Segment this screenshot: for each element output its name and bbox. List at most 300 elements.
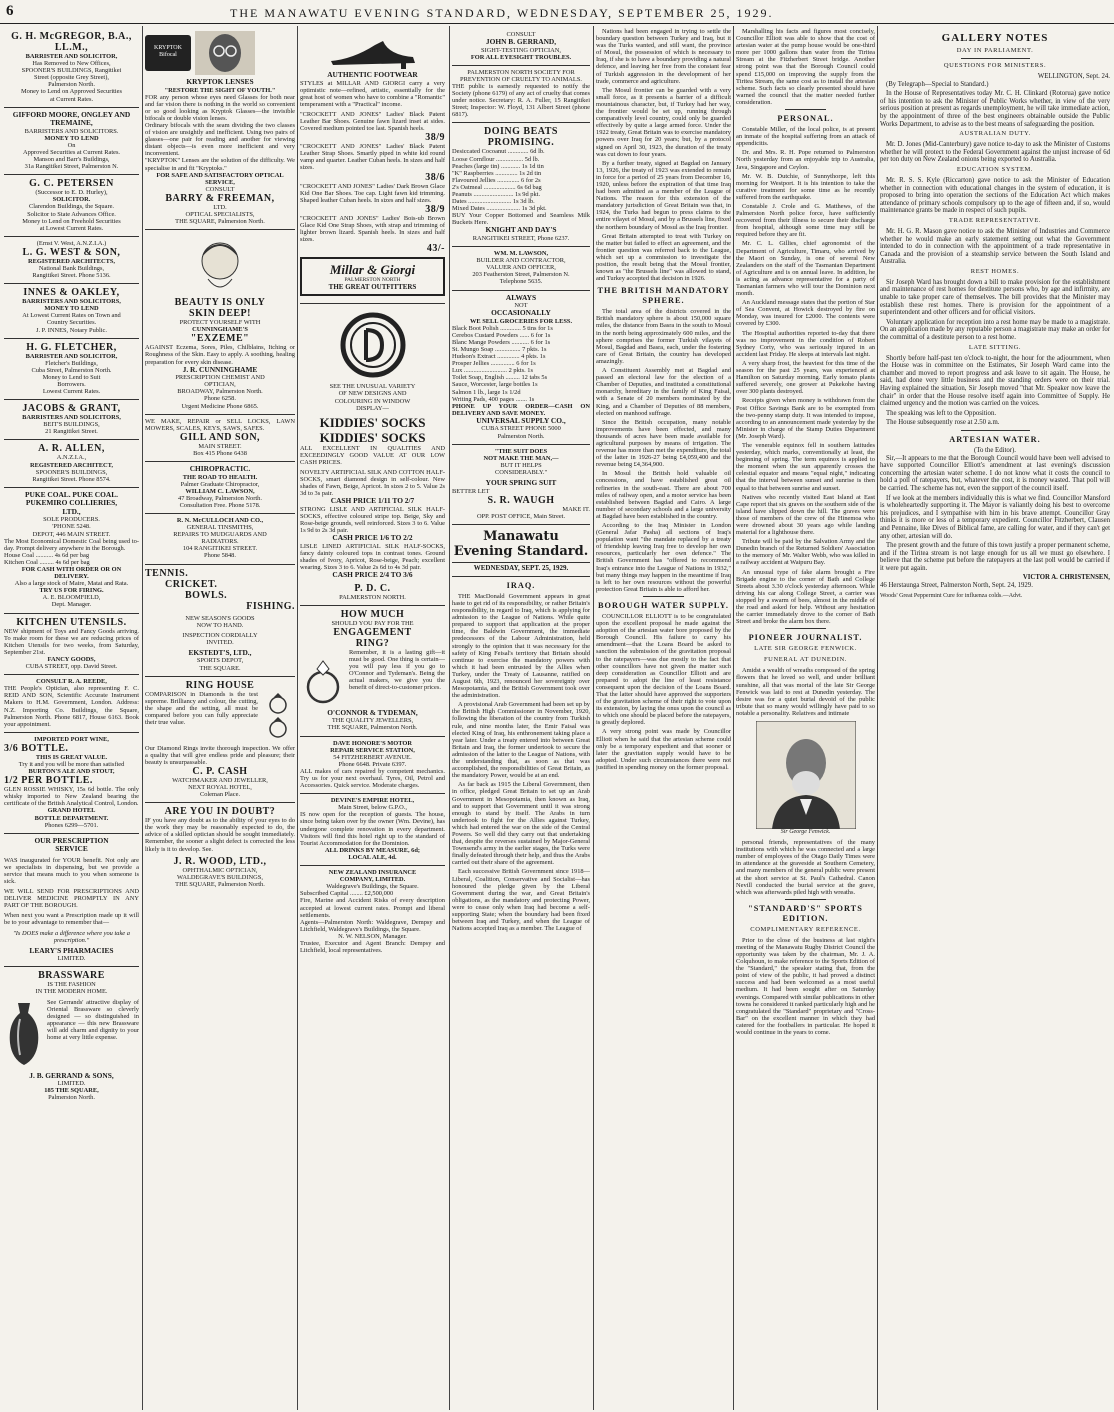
ad-line: Subscribed Capital ........ £2,500,000 [300, 890, 394, 898]
ad-line: Approved Securities at Current Rates. [22, 148, 121, 156]
brand-name: Millar & Giorgi [329, 262, 416, 278]
article-paragraph: In the House of Representatives today Mr. C. H. Clinkard (Rotorua) gave notice of his intention to ask the Minister of Public Works whether, in view of the very serious position at present as regards unemployment, he will take immediate action, by the appointment of three of the best engineers obtainable outside the Public Works Department, to advise as to the best means of safeguarding the position. [880, 90, 1110, 128]
ad-heading: J. R. WOOD, LTD., [173, 855, 267, 867]
ad-line: THE SQUARE, Palmerston North. [175, 880, 265, 888]
ad-line: OPTICAL SPECIALISTS, [185, 211, 255, 218]
ad-line: Country Securities. [46, 319, 97, 327]
price-row: Prosper Jellies ............... 6 for 1s [452, 360, 536, 368]
nameplate-title: Manawatu [483, 528, 559, 544]
ad-heading: TREMAINE, [50, 118, 93, 128]
ad-lawson-builder [452, 247, 590, 290]
ad-exzeme [145, 230, 295, 414]
ad-heading: UNIVERSAL SUPPLY CO., [476, 415, 566, 425]
ad-heading: KRYPTOK LENSES [186, 77, 254, 86]
brand-line: THE GREAT OUTFITTERS [328, 283, 417, 292]
ad-line: REGISTERED ARCHITECTS, [27, 257, 115, 265]
letter-salutation: (To the Editor). [974, 446, 1016, 454]
ad-price: 1/2 PER BOTTLE. [4, 775, 93, 787]
ad-knight-day [452, 123, 590, 247]
ad-body: The Most Economical Domestic Coal being used to-day. Prompt delivery anywhere in the Borough. [4, 537, 139, 552]
ad-line: OPP. POST OFFICE, Main Street. [476, 512, 566, 520]
ad-line: Also a large stock of Maire, Matai and Rata. [14, 580, 129, 588]
nameplate-date: WEDNESDAY, SEPT. 25, 1929. [452, 562, 590, 572]
price-row: St. Mungo Soap ................ 7 pkts. 1s [452, 346, 547, 353]
ad-kryptok [145, 28, 295, 230]
ad-body: STYLES at MILLAR AND GIORGI carry a very optimistic note—refined, artistic, essentially for the great host of women who have to combine a "Romantic" temperament with a "Practical" income. [300, 79, 445, 108]
article-headline: BOROUGH WATER SUPPLY. [598, 600, 729, 610]
article-headline: ARTESIAN WATER. [949, 434, 1041, 444]
ad-body: AGAINST Eczema, Sores, Piles, Chilblains, Itching or Roughness of the Skin. Easy to apply. A soothing, healing preparation for every skin disease. [145, 344, 295, 366]
advertisement-line: Woods' Great Peppermint Cure for influenza colds.—Advt. [880, 592, 1023, 599]
article-paragraph: Sir Joseph Ward has brought down a bill to make provision for the establishment and maintenance of rest homes for destitute persons who, by age and infirmity, are unable to take proper care of themselves. The bill provides that the Minister may establish these rest homes. There is provision for the appointment of a superintendent and other officers and for official visitors. [880, 278, 1110, 317]
ad-petersen [4, 175, 139, 237]
article-subheading: EDUCATION SYSTEM. [956, 165, 1034, 173]
ad-line: COLOURING IN WINDOW [334, 397, 411, 405]
article-fenwick [736, 633, 875, 896]
ad-body: "KRYPTOK" Lenses are the solution of the difficulty. We specialise in and fit "Kryptoks." [145, 157, 295, 172]
price-row: Peaches (large tin) ............ 1s 1d tin [452, 162, 544, 170]
ad-line: REGISTERED ARCHITECT, [30, 461, 113, 469]
column-7 [880, 28, 1110, 1408]
ad-line: N. W. NELSON, Manager. [338, 932, 407, 940]
divider [785, 628, 827, 629]
article-personal [736, 114, 875, 625]
ad-line: LOCAL ALE, 4d. [348, 853, 397, 861]
ad-body: WAS inaugurated for YOUR benefit. Not only are we specialists in dispensing, but we provide a service that means much to you when someone is sick. [4, 856, 139, 885]
price-row: Flavoured Jellies .............. 6 for 2s [452, 176, 541, 184]
ad-line: BURTON'S ALE AND STOUT, [28, 768, 115, 776]
ad-heading: JOHN B. GERRAND, [485, 37, 557, 47]
ad-line: Lowest Current Rates. [42, 388, 101, 396]
ad-line: 31a Rangitikei Street, Palmerston N. [24, 163, 119, 171]
article-subheading: THE BRITISH MANDATORY SPHERE. [597, 286, 730, 306]
article-paragraph: (By Telegraph—Special to Standard.) [886, 80, 989, 88]
article-paragraph: Receipts given when money is withdrawn from the Post Office Savings Bank are to be exempted from the two-penny stamp duty. It was intended to impose, according to an announcement made yesterday by the Minister in charge of the Stamp Duties Department (Mr. Joseph Ward). [736, 397, 875, 440]
article-headline: PERSONAL. [777, 114, 834, 124]
ad-line: 203 Featherston Street, Palmerston N. [472, 271, 570, 279]
ad-line: THE SQUARE. [199, 664, 241, 672]
ad-ring-house [145, 677, 295, 804]
ad-line: FANCY GOODS, [47, 655, 96, 663]
ad-fletcher [4, 339, 139, 401]
ad-gill-son [145, 415, 295, 462]
engagement-ring-icon [300, 649, 346, 709]
ad-line: OF NEW DESIGNS AND [338, 390, 407, 398]
ad-line: WALDEGRAVE'S BUILDINGS, [177, 873, 263, 881]
ad-gerrand-optician [452, 28, 590, 66]
ad-mcgregor [4, 28, 139, 108]
ad-line: NOT [514, 302, 528, 310]
ad-line: THE SQUARE, Palmerston North. [327, 724, 418, 732]
ad-line: Waldegrave's Buildings, the Square. [326, 883, 419, 891]
ad-body: NEW shipment of Toys and Fancy Goods arriving. To make room for these we are reducing prices of Kitchen Utensils for two weeks, from Saturday, September 21st. [4, 627, 139, 656]
column-2 [145, 28, 295, 1408]
ad-line: Main Street, below G.P.O., [338, 804, 407, 812]
ad-line: Manson and Barr's Buildings, [33, 156, 110, 164]
ad-heading: BEAUTY IS ONLY [174, 297, 266, 309]
article-subheading: AUSTRALIAN DUTY. [959, 130, 1031, 138]
ad-heading: DEVINE'S EMPIRE HOTEL, [330, 797, 415, 805]
ad-heading: "EXZEME" [190, 333, 250, 345]
divider [785, 109, 827, 110]
ad-line: PRESCRIPTION CHEMIST AND [175, 374, 265, 382]
ad-line: At Lowest Current Rates on Town and [22, 312, 121, 320]
divider [961, 430, 1030, 431]
ad-body: Agents—Palmerston North: Waldegrave, Dempsy and Litchfield, Waldegrave's Buildings, the Square. [300, 918, 445, 933]
ad-line: Phone 6258. [204, 395, 236, 403]
ad-heading: INNES & OAKLEY, [23, 287, 120, 299]
ad-line: Dept. Manager. [51, 601, 92, 609]
price-row: Black Boot Polish ............. 5 tins for 1s [452, 324, 553, 332]
article-paragraph: Sir,—It appears to me that the Borough Council would have been well advised to have supported Councillor Elliott's amendment at last evening's discussion concerning the artesian water scheme. I do not know what it costs the council to hold a poll of ratepayers, but, whatever the cost, it is money wasted. That poll will be carried. The scheme has not, even the support of the council itself. [880, 454, 1110, 492]
column-6 [736, 28, 875, 1408]
ad-line: INSPECTION CORDIALLY [182, 631, 258, 639]
ad-line: SEE THE UNUSUAL VARIETY [329, 383, 416, 391]
article-paragraph: Tribute will be paid by the Salvation Army and the Dunedin branch of the Returned Soldiers' Association to the memory of Mr. Walter Webb, who was killed in a railway accident at Waipuru Bay. [736, 538, 875, 567]
ad-line: Palmer Graduate Chiropractor, [180, 480, 260, 488]
article-subheading: REST HOMES. [970, 267, 1020, 275]
article-paragraph: Amidst a wealth of wreaths composed of the spring flowers that he loved so well, and under brilliant sunshine, all that was mortal of the late Sir George Fenwick was laid to rest at Dunedin yesterday. The desire was for a quiet burial devoid of the public tribute that so many would willingly have paid to so notable a personality. Relatives and intimate [736, 667, 875, 717]
millar-giorgi-logo [300, 257, 445, 296]
ad-line: NEXT ROYAL HOTEL, [188, 783, 252, 791]
ad-heading: J. R. CUNNINGHAME [182, 364, 258, 374]
ad-line: OPTICIAN, [204, 381, 236, 389]
ad-heading: PUKEMIRO COLLIERIES, [25, 498, 118, 508]
ad-line: MONEY TO LEND [44, 134, 99, 142]
shoe-icon [323, 31, 423, 71]
ad-body: IF you have any doubt as to the ability of your eyes to do the work they may be reasonably expected to do, the advice of a skilled optician should be sought immediately. Remember, the sooner a slight defect is corrected the less likely is it to develop. See. [145, 817, 295, 853]
price-label: 38/9 [425, 132, 445, 144]
ad-heading: KIDDIES' SOCKS [319, 414, 426, 430]
ad-line: CUNNINGHAME'S [192, 326, 248, 334]
ad-heading: ENGAGEMENT [333, 626, 412, 638]
price-row: Dates ........................... 1s 3d lb. [452, 198, 535, 206]
divider [643, 596, 684, 597]
article-borough-water [596, 601, 731, 771]
ad-heading: ALWAYS [505, 292, 537, 302]
ad-line: MONEY TO LEND [44, 305, 99, 313]
ad-line: Borrowers. [57, 381, 86, 388]
price-row: 2's Oatmeal .................... 6s 6d bag [452, 183, 542, 191]
ad-heading: BOWLS. [185, 589, 228, 601]
divider [785, 899, 827, 900]
ad-line: Cuba Street, Palmerston North. [31, 366, 112, 374]
ad-line: FOR SAFE AND SATISFACTORY OPTICAL SERVICE, [156, 171, 284, 186]
ad-line: TRY US FOR FIRING. [39, 587, 104, 595]
article-headline: "STANDARD'S" SPORTS EDITION. [748, 903, 863, 923]
ad-body: "CROCKETT AND JONES" Ladies' Bois-ub Brown Glace Kid One Strap Shoes, with strap and trimming of lighter brown lizard. Spanish heels. In sizes and half sizes. [300, 214, 445, 244]
ad-heading: FISHING. [246, 600, 295, 612]
ad-line: BARRISTERS AND SOLICITORS, [22, 298, 121, 306]
ad-heading: "THE SUIT DOES [494, 447, 548, 455]
ad-line: VALUER AND OFFICER, [486, 264, 556, 272]
article-subheading: LATE SIR GEORGE FENWICK. [754, 645, 857, 653]
ad-line: "RESTORE THE SIGHT OF YOUTH." [164, 86, 276, 94]
article-headline: GALLERY NOTES [941, 32, 1049, 44]
ad-line: NOW TO HAND. [196, 621, 244, 629]
column-5 [596, 28, 731, 1408]
article-paragraph: Nations had been engaged in trying to settle the boundary question between Turkey and Iraq, but it was the Turks wanted, and still want, the province of Mosul, the possession of which is necessary to Iraq, if she is to have a boundary providing a natural defence, and leaving her free from the constant fear of Turkish aggression in the development of her trade, commerce and agriculture. [596, 28, 731, 85]
column-rule [449, 26, 450, 1410]
ad-heading: TENNIS. [145, 567, 189, 579]
ad-line: Palmerston North. [48, 81, 95, 89]
price-row: Mixed Dates ..................... 1s 3d pkt. [452, 205, 547, 213]
article-paragraph: Each successive British Government since 1918—Liberal, Coalition, Conservative and Socialist—has honoured the pledge given by the Liberal Government during the war, and Great Britain's obligations, as the mandatory and protecting Power, were to cease only when Iraq had become a self-supporting State; when the boundary had been fixed between Iraq and Turkey, and when the League of Nations accepted Iraq as a member. The League of [452, 868, 590, 933]
ad-line: Telephone 5635. [499, 278, 543, 286]
article-paragraph: personal friends, representatives of the many institutions with which he was connected and a large number of employees of the Otago Daily Times were in attendance at the graveside at Southern Cemetery, and many members of the general public were present at the short service at St. Paul's Cathedral. Canon Nevill conducted the burial service at the grave, which was afterwards piled high with wreaths. [736, 839, 875, 896]
article-paragraph: A Constituent Assembly met at Bagdad and passed an electoral law for the election of a Chamber of Deputies, and instituted a constitutional monarchy, hereditary in the family of King Faisal, with a Senate of 20 members nominated by the King, and a Chamber of Deputies of 88 members, elected on manhood suffrage. [596, 367, 731, 417]
ad-line: Phone 6648. Private 6397. [338, 760, 407, 768]
ad-line: BUT IT HELPS [500, 461, 542, 469]
ad-heading: REPAIR SERVICE STATION, [330, 746, 415, 754]
ad-line: at Current Rates. [49, 95, 94, 103]
ad-line: Palmerston North. [497, 432, 545, 440]
ad-line: A.N.Z.I.A., [56, 454, 87, 462]
ad-heading: NOT MAKE THE MAN,— [483, 454, 559, 462]
ad-heading: HOW MUCH [340, 608, 405, 620]
price-row: Loose Cornflour ................. 5d lb. [452, 155, 540, 163]
article-paragraph: THE MacDonald Government appears in great haste to get rid of its responsibility, or rather Britain's responsibility, in regard to Iraq, which is applying for admission to the League of Nations. While quite prepared to support that application at the proper time, the Baldwin Government, the immediate predecessors of the Labour Administration, held strongly to the opinion that it was necessary for the safety of King Feisal's territory that Britain should continue to exercise the mandatory powers with which it had been entrusted by the Allies when Turkey, under the Treaty of Lausanne, ratified on August 6th, 1923, renounced her sovereignty over Mesopotamia, and the British Government took over the administration. [452, 592, 590, 700]
dateline: WELLINGTON, Sept. 24. [1037, 73, 1110, 80]
ad-heading: P. D. C. [354, 582, 391, 594]
ad-heading: OCCASIONALLY [491, 308, 551, 318]
ad-price-line: House Coal ........... 4s 6d per bag [4, 551, 90, 559]
article-paragraph: The total area of the districts covered in the British mandatory sphere is about 150,000 square miles, the distance from Basra in the south to Mosul in the north being approximately 600 miles, and the sphere comprises the former Turkish vilayets of Mosul, Bagdad and Basra, each, under the fostering care of Great Britain, the country has developed amazingly. [596, 308, 731, 365]
ad-line: Fletcher's Buildings, [45, 359, 98, 367]
ad-line: RADIATORS. [201, 538, 239, 546]
brand-line: PALMERSTON NORTH [344, 277, 401, 284]
article-paragraph: Mr. D. Jones (Mid-Canterbury) gave notice to-day to ask the Minister of Customs whether he will protect to the Federal Government against the unjust increase of 6d per ton duty on New Zealand onions being exported to Australia. [880, 141, 1110, 164]
article-subheading: COMPLIMENTARY REFERENCE. [750, 925, 861, 933]
ad-body: ALL makes of cars repaired by competent mechanics. Try us for your next overhaul. Tyres, Oil, Petrol and Accessories. Quick service. Moderate charges. [300, 767, 445, 790]
ad-heading: CHIROPRACTIC. [189, 464, 251, 473]
article-paragraph: The Hospital authorities reported to-day that there was no improvement in the condition of Robert Sydney Corty, who was seriously injured in an accident last Friday. He sleeps at intervals last night. [736, 329, 875, 358]
article-paragraph: The Mosul frontier can be guarded with a very small force, as it presents a barrier of a difficult mountainous character, but, if Turkey had her way, the frontier would be set up, running through comparatively level country, could only be guarded effectively by quite a large armed force. Under the 1922 treaty, Great Britain was to exercise mandatory powers over Iraq for 20 years; but, by a protocol signed on April 30, 1923, the duration of the treaty was cut down to four years. [596, 86, 731, 158]
ad-line: Coleman Place. [199, 791, 241, 799]
ad-line: 47 Broadway, Palmerston North. [178, 494, 262, 502]
ad-line: National Bank Buildings, [38, 264, 105, 272]
ad-body: WE WILL SEND FOR PRESCRIPTIONS AND DELIVER MEDICINE PROMPTLY IN ANY PART OF THE BOROUGH. [4, 888, 139, 910]
article-paragraph: Since the British occupation, many notable improvements have been effected, and many thousands of acres have been made available for agricultural purposes by means of irrigation. The revenue has more than met the expenditure, the total of the latter in 1926-27 being £4,059,400 and the revenue being £4,364,900. [596, 418, 731, 469]
ad-line: Box 415 Phone 6438 [193, 449, 247, 457]
ad-line: Palmerston North. [48, 1094, 95, 1102]
article-paragraph: Shortly before half-past ten o'clock to-night, the hour for the adjournment, when the House was in committee on the Estimates, Sir Joseph Ward came into the chamber and moved to report progress and ask leave to sit again. The House, he said, had done very little business and the standing orders were on their trial. Having explained the situation, Sir Joseph moved "that Mr. Speaker now leave the chair" in order that the House resolve itself again into Committee of Supply. He claimed urgency and the motion was carried on the voices. [880, 354, 1110, 408]
ad-line: GENERAL TINSMITHS, [186, 524, 254, 532]
ad-body: When next you want a Prescription made up it will be to your advantage to remember that— [4, 912, 139, 927]
ad-heading: LTD., [62, 506, 81, 516]
ad-line: RANGITIKEI STREET, Phone 6237. [472, 234, 570, 242]
article-headline: IRAQ. [506, 580, 536, 590]
price-row: Toilet Soap, English ......... 12 tabs 5s [452, 374, 548, 382]
article-paragraph: The venerable equinox fell in southern latitudes yesterday, which marks, conventionally at least, the beginning of spring. The term equinox is applied to the moment when the sun apparently crosses the celestial equator and means "equal night," indicating that the interval between sunset and sunrise is then equal to that between sunrise and sunset. [736, 441, 875, 492]
ad-body: STRONG LISLE AND ARTIFICIAL SILK HALF-SOCKS, effective coloured stripe top. Beige, Sky and Rose-beige grounds, well reinforced. Sizes 3 to 6. Value 1s 9d to 2s 3d pair. [300, 505, 445, 535]
ad-innes-oakley [4, 284, 139, 338]
ad-heading: R. N. McCULLOCH AND CO., [176, 516, 264, 524]
ad-line: Money to Lend to Suit [42, 373, 101, 381]
article-iraq-continued [596, 28, 731, 282]
ad-line: WE SELL GROCERIES FOR LESS. [469, 317, 573, 325]
ad-honore-motor [300, 737, 445, 795]
ad-line: Rangitikei Street. Phone 8574. [32, 475, 111, 483]
article-gallery-notes [880, 32, 1110, 427]
ad-line: WATCHMAKER AND JEWELLER, [172, 776, 268, 784]
column-rule [733, 26, 734, 1410]
article-paragraph: According to the Iraq Minister in London (General Jafar Pasha) all sections of Iraq's population want "the mandate replaced by a treaty of friendship leaving Iraq free to develop her own resources, particularly her own defence." The British Government has "offered to recommend Iraq's entrance into the League of Nations in 1932," but many things may happen in the meantime if Iraq is left to her own resources without the powerful protection Great Britain is able to afford her. [596, 522, 731, 593]
cash-price: CASH PRICE 2/4 TO 3/6 [332, 570, 413, 580]
nameplate-title: Evening Standard. [453, 543, 589, 559]
article-paragraph: If we look at the members individually this is what we find. Councillor Mansford is wholeheartedly supporting it. The Mayor is valiantly doing his best to overcome his prejudices, and I sympathise with him in his brave attempt. Councillor Gray thinks it is more or less of a temporary expedient. Councillor Fitzherbert, Clausen and Pennaine, like Dives of Biblical fame, are calling for water, and if they can't get any other, artesian will do. [880, 494, 1110, 540]
ad-line: ALL DRINKS BY MEASURE, 6d; [324, 846, 421, 854]
ad-line: Phones 6299—5701. [44, 821, 99, 829]
ad-body: "Is DOES make a difference where you take a prescription." [13, 929, 130, 944]
ad-heading: SKIN DEEP! [189, 308, 251, 320]
ad-heading: LEARY'S PHARMACIES [29, 945, 114, 955]
ad-heading: PUKE COAL. PUKE COAL. [24, 489, 118, 499]
article-sports-edition [736, 904, 875, 1036]
ad-body: LISLE LINED ARTIFICIAL SILK HALF-SOCKS, fancy dainty coloured tops in contrast tones. Ground shades of Ivory, Apricot, Rose-beige, Peach; excellent wearing. Sizes 3 to 6. Value 2s 6d to 4s 3d pair. [300, 542, 445, 572]
price-row: "K" Raspberries .............. 1s 2d tin [452, 169, 542, 177]
ad-line: 21 Rangitikei Street. [45, 428, 98, 436]
ad-line: OPHTHALMIC OPTICIAN, [182, 866, 258, 874]
ad-line: Street (opposite Grey Street), [34, 74, 109, 82]
article-paragraph: A very strong point was made by Councillor Elliott when he said that the artesian scheme could only be a temporary expedient and that sooner or later the gravitation supply would have to be adopted. Under such circumstances there were not justified in spending money on the former proposal. [596, 728, 731, 771]
kryptok-lens-icon [145, 35, 191, 71]
article-paragraph: Marshalling his facts and figures most concisely, Councillor Elliott was able to show that the cost of artesian water at the pump house would be one-third more per 1000 gallons than water from the Tiritea Stream at the Fitzherbert Street bridge. Another strong point was that the Borough Council could spend £15,000 on improving the supply from the Tiritea Stream, the same cost as to install the artesian scheme. Such facts so clearly presented should have warned the council that the matter needed further consideration. [736, 28, 875, 106]
sir-george-fenwick-portrait [756, 721, 856, 829]
letter-address: 46 Herstaunga Street, Palmerston North, Sept. 24, 1929. [880, 582, 1033, 590]
ad-heading: ARE YOU IN DOUBT? [164, 806, 276, 818]
ad-line: BUILDER AND CONTRACTOR, [476, 257, 566, 265]
ad-heading: KNIGHT AND DAY'S [485, 225, 557, 235]
ad-body: Ordinary bifocals with the seam dividing the two classes of vision are unsightly and inefficient. Using two pairs of glasses—one pair for reading and another for viewing distant objects—is even more inefficient and very inconvenient. [145, 121, 295, 158]
column-rule [877, 26, 878, 1410]
ad-body: Remember, it is a lasting gift—it must be good. One thing is certain—you will pay less if you go to O'Connor and Tydeman's. Being the actual makers, we give you the benefit of direct-to-customer prices. [349, 648, 445, 692]
article-paragraph: Mr. H. G. R. Mason gave notice to ask the Minister of Industries and Commerce whether he would make an early statement setting out what the Government intended to do in connection with the appointment of a trade representative in Canada and the provision of a steamship service between the South Island and Australia. [880, 227, 1110, 266]
ad-line: at Lowest Current Rates. [39, 224, 104, 232]
article-paragraph: Mr. R. S. S. Kyle (Riccarton) gave notice to ask the Minister of Education whether in connection with educational changes in the system of education, it is proposed to bring into operation the sections of the Education Act which makes attendance of primary schools compulsory up to the age of fifteen and, if so, would maintenance grants be made in respect of such pupils. [880, 176, 1110, 215]
photo-caption: Sir George Fenwick. [780, 828, 831, 835]
ad-spca [452, 66, 590, 124]
ad-chiropractic [145, 462, 295, 514]
ad-line: THE ROAD TO HEALTH. [182, 473, 258, 481]
ad-line: SIGHT-TESTING OPTICIAN, [481, 46, 561, 54]
masthead-title: THE MANAWATU EVENING STANDARD, WEDNESDAY, SEPTEMBER 25, 1929. [230, 6, 774, 20]
ad-line: BOTTLE DEPARTMENT. [34, 814, 109, 822]
ad-line: BARRISTER AND SOLICITOR, [25, 53, 118, 60]
ad-body: THE People's Optician, also representing F. C. REID AND SON, Scientific Accurate Instrument Makers to H.M. Government, London. Address: N.Z. Importing Co. Buildings, the Square, Palmerston North. Phone 6817, House 6163. Book your appointment. [4, 685, 139, 728]
column-rule [297, 26, 298, 1410]
ad-mcculloch [145, 514, 295, 565]
ad-line: BARRISTER AND SOLICITOR, [25, 352, 118, 360]
price-label: 38/9 [425, 203, 445, 215]
article-paragraph: The present growth and the future of this town justify a proper permanent scheme, and if the Tiritea stream is not large enough for us all we must go elsewhere. I believe that the scheme put before the ratepayers at the last poll would be carried if it were put again. [880, 542, 1110, 572]
ad-line: Clarendon Buildings, the Square. [28, 203, 115, 211]
ad-line: Money to Lend on Approved Securities [21, 88, 122, 96]
price-row: Writing Pads, 400 pages ....... 1s [452, 395, 535, 403]
ad-line: J. P. INNES, Notary Public. [35, 326, 107, 334]
ad-body: NOVELTY ARTIFICIAL SILK AND COTTON HALF-SOCKS, smart diamond design in self-colour. New shades of Fawn, Beige, Apricot. In sizes 2 to 5. Value 2s 3d to 3s pair. [300, 469, 445, 498]
ad-line: NEW SEASON'S GOODS [185, 614, 255, 622]
ad-line: CONSULT [506, 31, 536, 38]
editorial-nameplate [452, 525, 590, 577]
ad-line: SPORTS DEPOT, [196, 657, 244, 665]
ad-line: BEIT'S BUILDINGS, [43, 421, 100, 429]
ad-line: INVITED. [206, 638, 234, 646]
article-iraq [452, 581, 590, 932]
ad-heading: OUR PRESCRIPTION [34, 835, 109, 845]
ad-line: THIS IS GREAT VALUE. [35, 753, 108, 761]
ad-devine-hotel [300, 794, 445, 866]
ad-price: 3/6 BOTTLE. [4, 742, 69, 754]
cash-price: CASH PRICE 1/6 TO 2/2 [332, 533, 413, 543]
ad-heading: C. P. CASH [192, 765, 248, 777]
ad-pdc [300, 304, 445, 605]
ad-heading: EKSTEDT'S, LTD., [188, 647, 252, 657]
price-label: 38/6 [425, 171, 445, 183]
article-paragraph: Great Britain attempted to treat with Turkey on the matter but failed to effect an agreement, and the frontier question was referred back to the League, which set up a commission to investigate the position, the result being that the Mosul frontier, known as "the Brussels line" was allowed to stand, and Turkey accepted that decision in 1926. [596, 232, 731, 283]
ad-oconnor-tydeman [300, 606, 445, 737]
ad-line: Has Removed to New Offices, [32, 60, 111, 68]
ad-body: THE public is earnestly requested to notify the Society (phone 6179) of any act of cruelty that comes under notice. Secretary: R. A. Fuller, 15 Rangitikei Street; Inspector: W. Floyd, 131 Albert Street (phone 6817). [452, 82, 590, 119]
ad-line: CONSIDERABLY." [494, 468, 548, 476]
ad-line: THE QUALITY JEWELLERS, [331, 717, 414, 725]
ad-line: WILLIAM C. LAWSON, [185, 487, 255, 495]
ad-heading: RING? [355, 637, 390, 649]
ad-heading: SERVICE [55, 844, 88, 854]
ad-heading: GIFFORD MOORE, ONGLEY AND [12, 109, 131, 119]
ad-heading: PALMERSTON NORTH SOCIETY FOR PREVENTION OF CRUELTY TO ANIMALS. [460, 68, 582, 83]
article-paragraph: As far back as 1915 the Liberal Government, then in office, pledged Great Britain to set up an Arab Government in Mesopotamia, then known as Iraq, and to support that Government until it was strong enough to stand by itself. The Arabs in turn undertook to fight for the Allies against Turkey, which had entered the war on the side of the Central Powers. So well did they carry out that undertaking that, despite the reverses sustained by Major-General Townsend's army in the earlier stages, the Turks were finally defeated through their help, and thus the Arabs carried out their share of the agreement. [452, 781, 590, 867]
ad-heading: L. G. WEST & SON, [22, 246, 121, 258]
portrait-with-glasses-icon [195, 31, 255, 75]
ad-line: FOR CASH WITH ORDER OR ON DELIVERY. [21, 566, 122, 581]
ad-line: 185 THE SQUARE, [44, 1087, 99, 1095]
divider [961, 58, 1030, 59]
ad-heading: WM. M. LAWSON, [493, 250, 549, 258]
ad-heading: CONSULT R. A. REEDE, [36, 678, 107, 686]
ad-line: BROADWAY, Palmerston North. [177, 388, 263, 396]
ad-line: BARRISTERS AND SOLICITORS. [24, 127, 119, 135]
ad-waugh-tailor [452, 445, 590, 525]
ad-heading: H. G. FLETCHER, [26, 341, 117, 353]
ad-line: CONSULT [205, 185, 235, 193]
letter-artesian-water [880, 435, 1110, 590]
ad-body: BUY Your Copper Bottomed and Seamless Milk Buckets Here. [452, 212, 590, 227]
ad-heading: AUTHENTIC FOOTWEAR [327, 70, 418, 79]
ad-line: 54 FITZHERBERT AVENUE. [333, 753, 412, 761]
column-rule [593, 26, 594, 1410]
ad-reede [4, 675, 139, 733]
ad-body: GLEN ROSSIE WHISKY, 15s 6d bottle. The only whisky imported to New Zealand bearing the certificate of the British Analytical Control, London. [4, 786, 139, 808]
ad-heading: BRASSWARE [38, 970, 105, 982]
article-paragraph: Voluntary application for reception into a rest home may be made to a magistrate. On an application made by any reputable person a magistrate may make an order for the committal of a destitute person to a rest home. [880, 318, 1110, 342]
ad-heading: KITCHEN UTENSILS. [16, 616, 127, 628]
ad-heading: GILL AND SON, [179, 431, 261, 443]
ad-line: LIMITED. [57, 1080, 86, 1088]
ad-prescription-service [4, 834, 139, 968]
article-paragraph: An unusual type of fake alarm brought a Fire Brigade engine to the corner of Bath and College Streets about 3.30 o'clock yesterday afternoon. While driving his car along College Street, a carrier was stopped by a swarm of bees, almost in the middle of the road and asked for help. Without any hesitation the carrier immediately drove to the corner of Bath Street and broke the alarm box there. [736, 568, 875, 626]
ad-kitchen-utensils [4, 614, 139, 676]
ad-heading: COMPANY, LIMITED. [339, 876, 406, 884]
ad-body: Our Diamond Rings invite thorough inspection. We offer a quality that will give endless pride and pleasure; their beauty is unsurpassable. [145, 744, 295, 766]
ad-line: FOR ALL EYESIGHT TROUBLES. [470, 53, 572, 61]
ad-price-line: Kitchen Coal ......... 4s 6d per bag [4, 558, 90, 566]
article-subheading: FUNERAL AT DUNEDIN. [763, 656, 848, 664]
ad-heading: YOUR SPRING SUIT [485, 478, 557, 487]
article-paragraph: A provisional Arab Government had been set up by the British High Commissioner in November, 1920, following the liberation of the country from Turkish rule, and nine months later, the Emir Faisal was elected King of Iraq, his enthronement taking place a year later. Under a treaty entered into between Great Britain and Iraq, the former undertook to secure the admission of the latter to the League of Nations, with the understanding that, as soon as that was accomplished, the responsibilities of Great Britain, as the mandatory Power, would be at an end. [452, 701, 590, 780]
article-paragraph: An Auckland message states that the portion of Star of Sea Convent, at Howick destroyed by fire on Monday, was insured for £2000. The contents were covered by £300. [736, 299, 875, 328]
ad-line: PALMERSTON NORTH. [339, 593, 406, 601]
